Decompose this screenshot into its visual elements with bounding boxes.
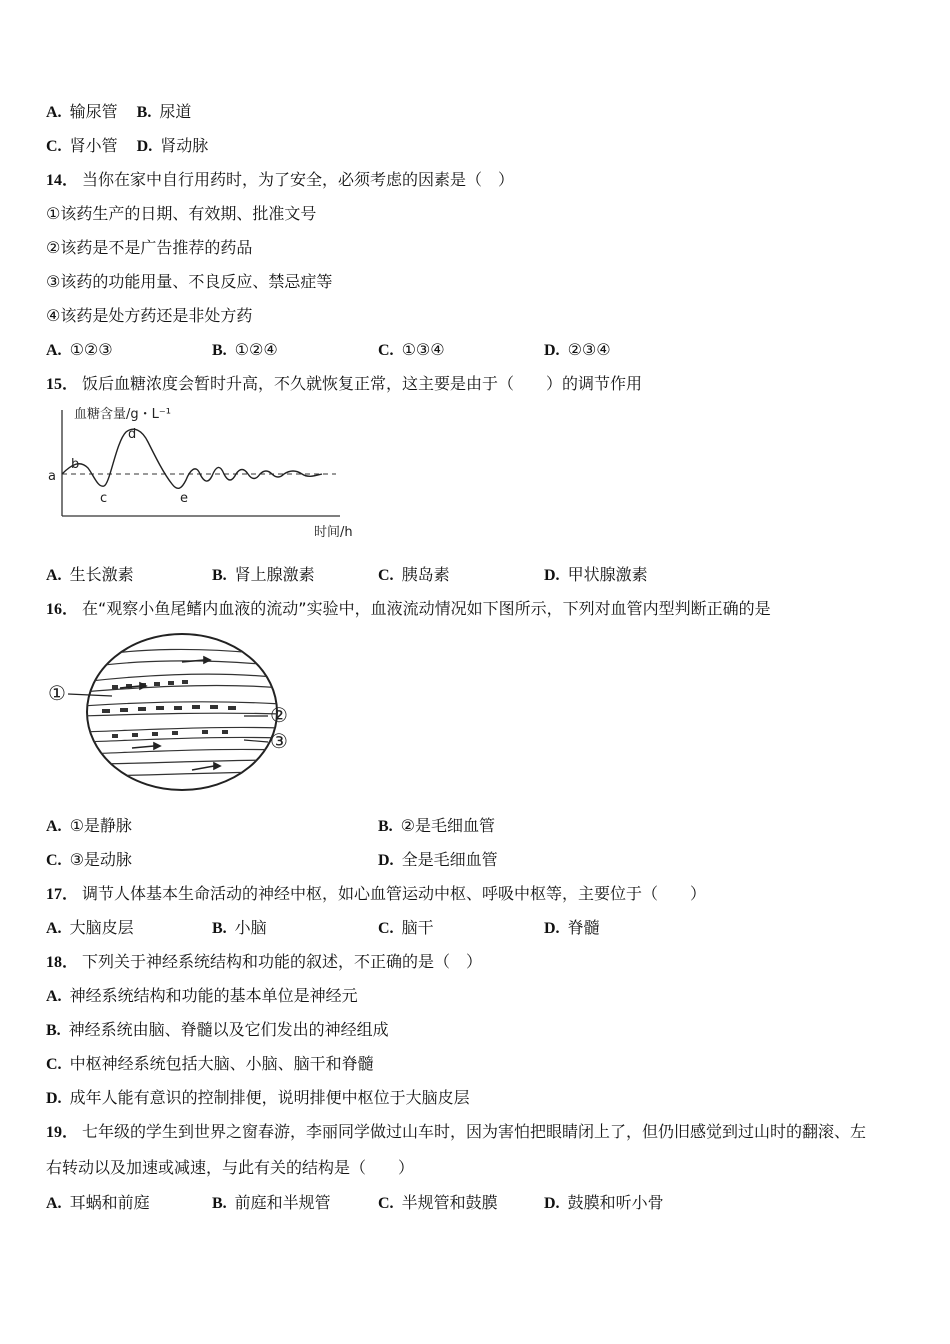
q14-item-2: ②该药是不是广告推荐的药品	[46, 238, 253, 257]
question-number: 18．	[46, 954, 79, 971]
vessel-label-3: ③	[270, 729, 288, 753]
q16-option-b[interactable]: B. ②是毛细血管	[378, 816, 496, 835]
q19-option-d[interactable]: D. 鼓膜和听小骨	[544, 1193, 664, 1212]
question-number: 19．	[46, 1124, 79, 1141]
option-label: B.	[136, 104, 152, 121]
point-label-a: a	[48, 469, 56, 484]
point-label-d: d	[128, 427, 137, 442]
option-text: 肾动脉	[160, 136, 209, 155]
q14-item-4: ④该药是处方药还是非处方药	[46, 306, 253, 325]
blood-sugar-chart	[40, 402, 370, 546]
q14-option-a[interactable]: A. ①②③	[46, 340, 113, 359]
q19-option-b[interactable]: B. 前庭和半规管	[212, 1193, 331, 1212]
question-19-stem-line-2: 右转动以及加速或减速，与此有关的结构是（ ）	[46, 1158, 415, 1177]
view-field-circle	[87, 634, 277, 790]
q15-option-d[interactable]: D. 甲状腺激素	[544, 565, 648, 584]
question-text: 当你在家中自行用药时，为了安全，必须考虑的因素是（ ）	[82, 170, 515, 189]
question-text: 在“观察小鱼尾鳍内血液的流动”实验中，血液流动情况如下图所示，下列对血管内型判断正确的是	[82, 599, 771, 618]
q16-option-d[interactable]: D. 全是毛细血管	[378, 850, 498, 869]
question-18-stem	[46, 952, 482, 973]
fish-tail-blood-flow-figure	[42, 630, 302, 800]
point-label-c: c	[100, 491, 108, 506]
q17-option-c[interactable]: C. 脑干	[378, 918, 434, 937]
q14-item-3: ③该药的功能用量、不良反应、禁忌症等	[46, 272, 333, 291]
q13-options-row-2	[46, 136, 208, 157]
q17-option-d[interactable]: D. 脊髓	[544, 918, 600, 937]
q19-option-a[interactable]: A. 耳蜗和前庭	[46, 1193, 150, 1212]
q15-option-c[interactable]: C. 胰岛素	[378, 565, 450, 584]
point-label-e: e	[180, 491, 188, 506]
y-axis-label: 血糖含量/g・L⁻¹	[74, 407, 171, 422]
question-16-stem	[46, 599, 771, 620]
q19-option-c[interactable]: C. 半规管和鼓膜	[378, 1193, 498, 1212]
question-text: 调节人体基本生命活动的神经中枢，如心血管运动中枢、呼吸中枢等，主要位于（ ）	[82, 884, 707, 903]
question-text: 下列关于神经系统结构和功能的叙述，不正确的是（ ）	[82, 952, 483, 971]
q14-option-c[interactable]: C. ①③④	[378, 340, 445, 359]
question-number: 16．	[46, 601, 79, 618]
option-text: 肾小管	[69, 136, 118, 155]
q14-item-1: ①该药生产的日期、有效期、批准文号	[46, 204, 317, 223]
point-label-b: b	[71, 457, 80, 472]
q17-option-b[interactable]: B. 小脑	[212, 918, 267, 937]
q17-option-a[interactable]: A. 大脑皮层	[46, 918, 134, 937]
question-number: 14．	[46, 172, 79, 189]
q18-option-a[interactable]: A. 神经系统结构和功能的基本单位是神经元	[46, 986, 358, 1005]
option-label: A.	[46, 104, 62, 121]
question-15-stem	[46, 374, 642, 395]
option-text: 输尿管	[69, 102, 118, 121]
question-19-stem-line-1	[46, 1122, 866, 1143]
q18-option-d[interactable]: D. 成年人能有意识的控制排便，说明排便中枢位于大脑皮层	[46, 1088, 470, 1107]
vessel-label-1: ①	[48, 681, 66, 705]
q14-option-d[interactable]: D. ②③④	[544, 340, 611, 359]
q15-option-b[interactable]: B. 肾上腺激素	[212, 565, 315, 584]
q16-option-a[interactable]: A. ①是静脉	[46, 816, 132, 835]
q18-option-c[interactable]: C. 中枢神经系统包括大脑、小脑、脑干和脊髓	[46, 1054, 374, 1073]
q13-options-row-1	[46, 102, 191, 123]
x-axis-label: 时间/h	[314, 525, 353, 540]
option-label: C.	[46, 138, 62, 155]
question-14-stem	[46, 170, 514, 191]
q15-option-a[interactable]: A. 生长激素	[46, 565, 134, 584]
q16-option-c[interactable]: C. ③是动脉	[46, 850, 132, 869]
question-text: 七年级的学生到世界之窗春游，李丽同学做过山车时，因为害怕把眼睛闭上了，但仍旧感觉到过山时的翻滚、左	[82, 1122, 867, 1141]
q14-option-b[interactable]: B. ①②④	[212, 340, 278, 359]
question-17-stem	[46, 884, 706, 905]
option-label: D.	[136, 138, 153, 155]
vessel-label-2: ②	[270, 703, 288, 727]
blood-sugar-curve	[62, 429, 322, 488]
question-number: 17．	[46, 886, 79, 903]
question-number: 15．	[46, 376, 79, 393]
option-text: 尿道	[159, 102, 192, 121]
q18-option-b[interactable]: B. 神经系统由脑、脊髓以及它们发出的神经组成	[46, 1020, 389, 1039]
question-text: 饭后血糖浓度会暂时升高，不久就恢复正常，这主要是由于（ ）的调节作用	[82, 374, 643, 393]
